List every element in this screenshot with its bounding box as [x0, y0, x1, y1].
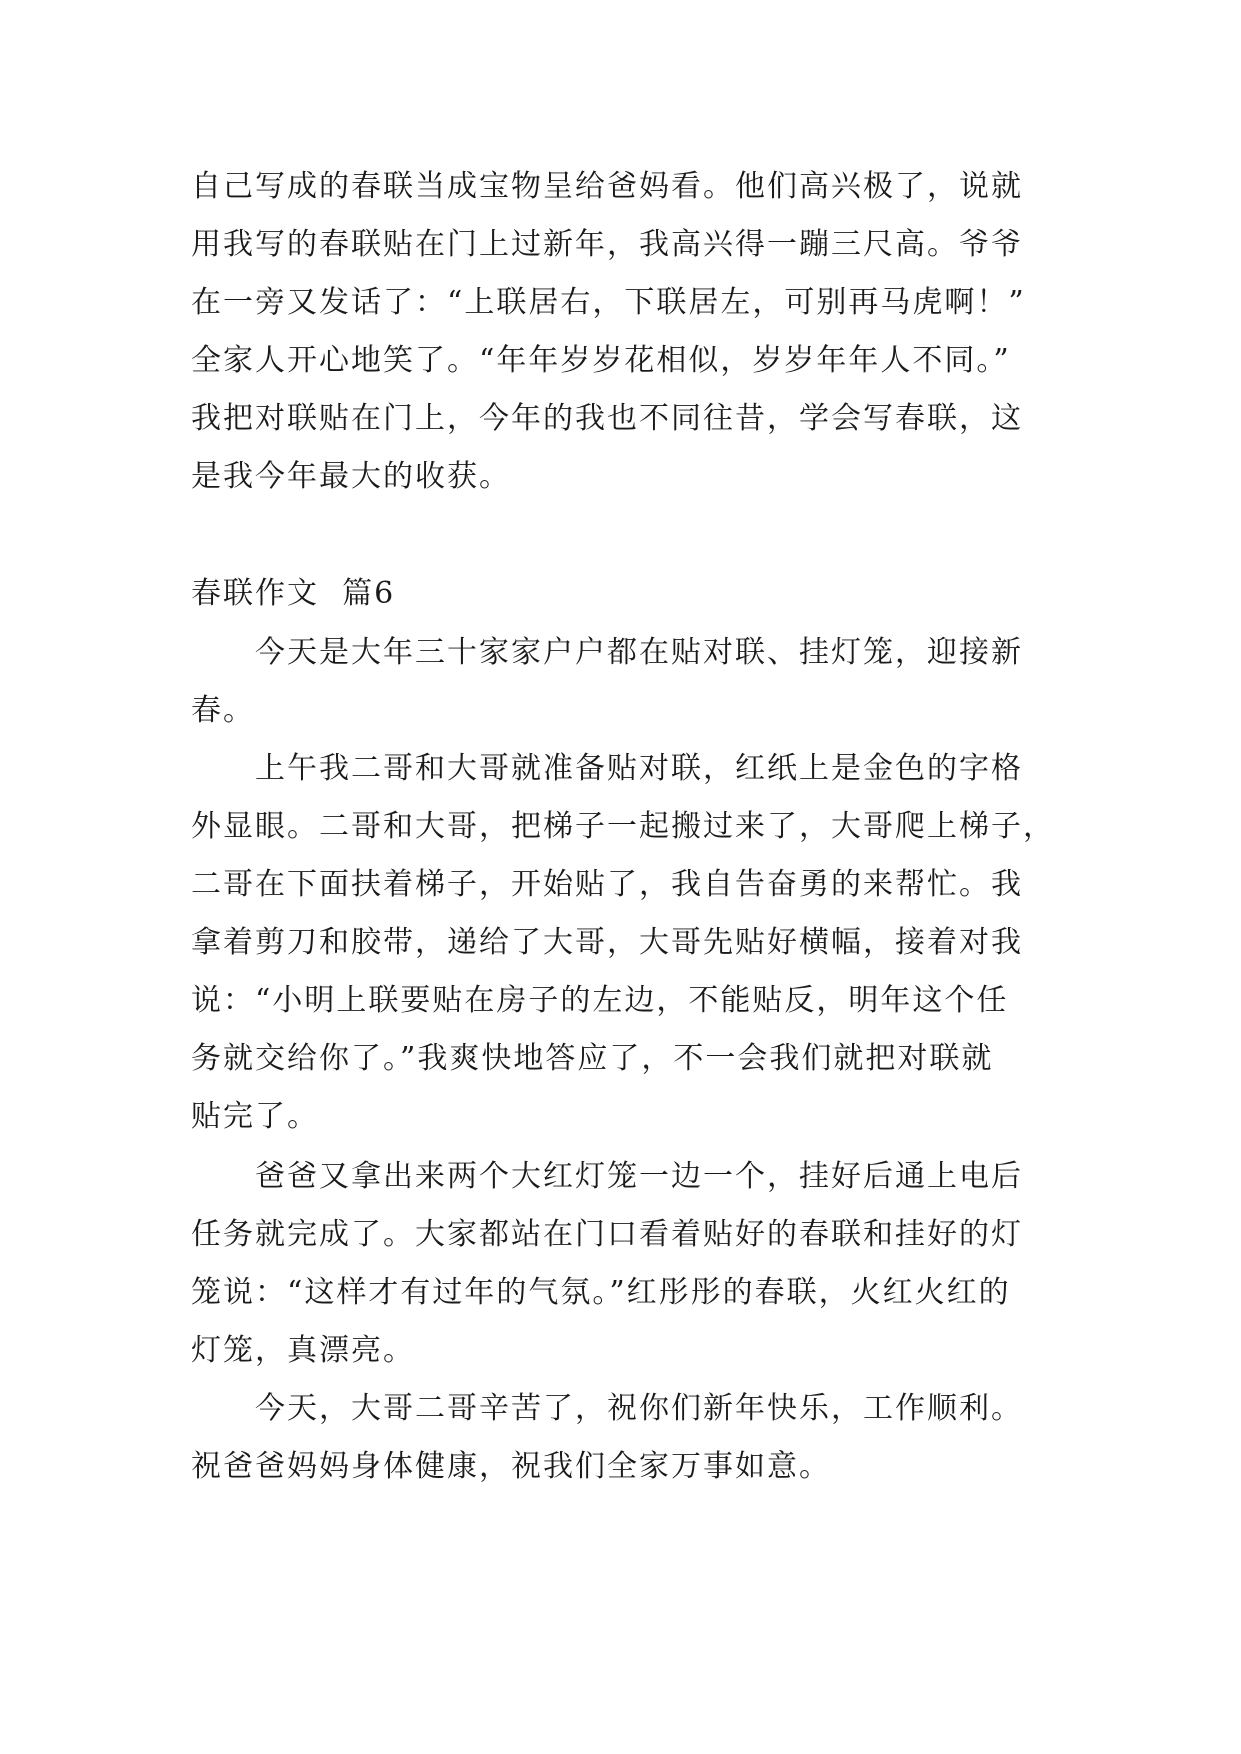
- paragraph-line: 是我今年最大的收获。: [191, 459, 511, 494]
- paragraph-line: 笼说：“这样才有过年的气氛。”红彤彤的春联，火红火红的: [191, 1275, 1011, 1310]
- paragraph-line: 灯笼，真漂亮。: [191, 1333, 415, 1368]
- paragraph-line: 拿着剪刀和胶带，递给了大哥，大哥先贴好横幅，接着对我: [191, 925, 1023, 960]
- paragraph-line: 任务就完成了。大家都站在门口看着贴好的春联和挂好的灯: [191, 1217, 1023, 1252]
- paragraph-line: 全家人开心地笑了。“年年岁岁花相似，岁岁年年人不同。”: [191, 343, 1011, 378]
- paragraph-line: 我把对联贴在门上，今年的我也不同往昔，学会写春联，这: [191, 401, 1023, 436]
- top-paragraph: [191, 158, 1061, 506]
- paragraph-line: 务就交给你了。”我爽快地答应了，不一会我们就把对联就: [191, 1041, 994, 1076]
- paragraph-line: 爸爸又拿出来两个大红灯笼一边一个，挂好后通上电后: [255, 1159, 1023, 1194]
- paragraph-line: 用我写的春联贴在门上过新年，我高兴得一蹦三尺高。爷爷: [191, 227, 1023, 262]
- paragraph-1: [191, 624, 1061, 740]
- paragraph-line: 外显眼。二哥和大哥，把梯子一起搬过来了，大哥爬上梯子，: [191, 809, 1055, 844]
- paragraph-line: 在一旁又发话了：“上联居右，下联居左，可别再马虎啊！”: [191, 285, 1026, 320]
- paragraph-line: 春。: [191, 693, 255, 728]
- paragraph-line: 说：“小明上联要贴在房子的左边，不能贴反，明年这个任: [191, 983, 1009, 1018]
- paragraph-line: 今天是大年三十家家户户都在贴对联、挂灯笼，迎接新: [255, 635, 1023, 670]
- paragraph-line: 二哥在下面扶着梯子，开始贴了，我自告奋勇的来帮忙。我: [191, 867, 1023, 902]
- paragraph-line: 贴完了。: [191, 1099, 319, 1134]
- paragraph-line: 自己写成的春联当成宝物呈给爸妈看。他们高兴极了，说就: [191, 169, 1023, 204]
- paragraph-line: 今天，大哥二哥辛苦了，祝你们新年快乐，工作顺利。: [255, 1391, 1023, 1426]
- paragraph-line: 祝爸爸妈妈身体健康，祝我们全家万事如意。: [191, 1449, 831, 1484]
- paragraph-2: [191, 740, 1061, 1146]
- paragraph-line: 上午我二哥和大哥就准备贴对联，红纸上是金色的字格: [255, 751, 1023, 786]
- paragraph-4: [191, 1380, 1061, 1496]
- section-heading: 春联作文 篇6: [191, 576, 396, 611]
- paragraph-3: [191, 1148, 1061, 1380]
